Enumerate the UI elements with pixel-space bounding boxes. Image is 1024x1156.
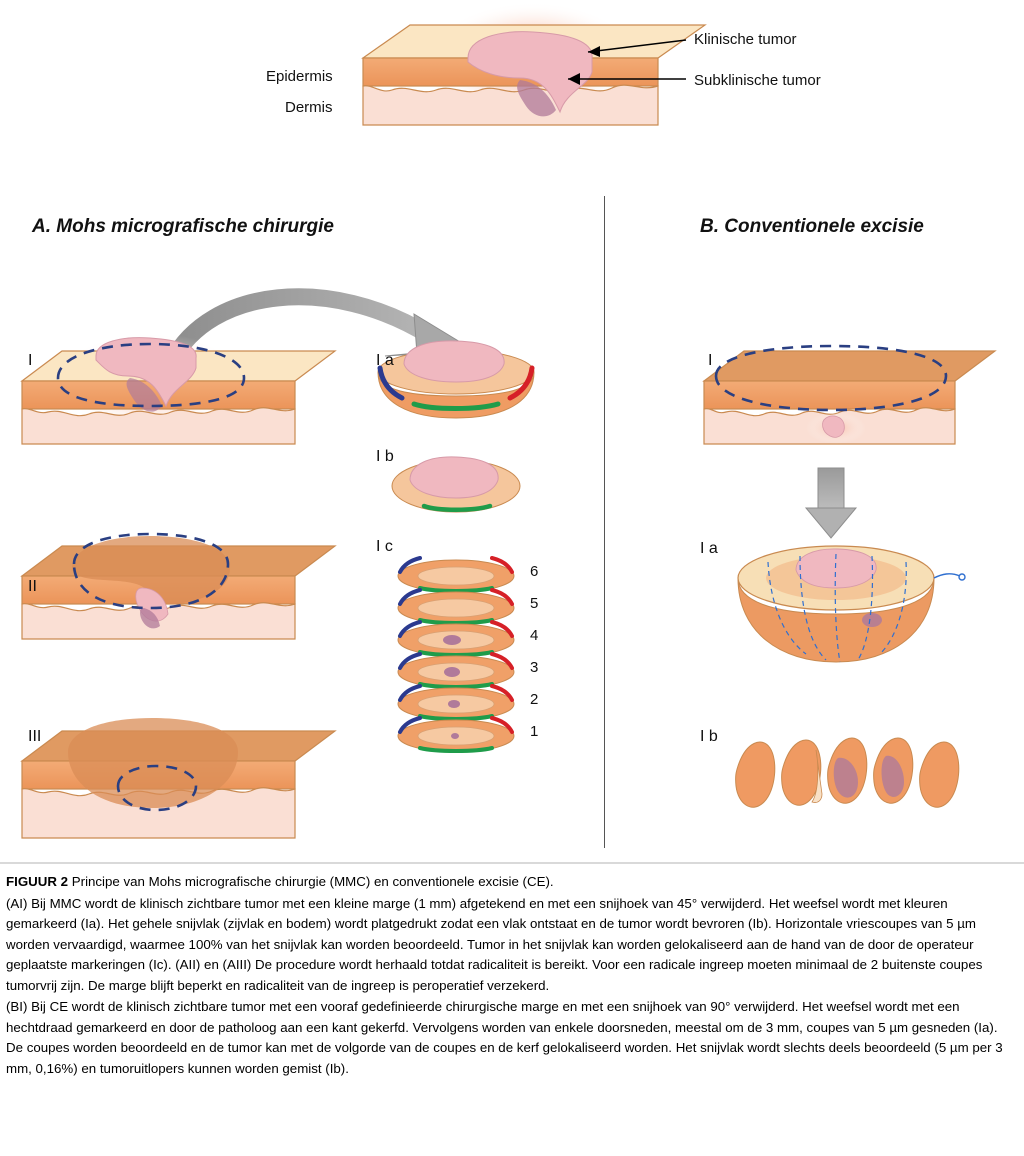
specimen-Ia-b (738, 546, 965, 662)
slice-label-Ib: I b (376, 448, 394, 465)
panel-b-title: B. Conventionele excisie (700, 216, 924, 237)
section-number-3: 3 (530, 659, 539, 676)
top-skin-block-diagram (0, 0, 1024, 180)
panel-a-title: A. Mohs micrografische chirurgie (32, 216, 334, 237)
caption-title-line (6, 872, 1018, 893)
block-step-I (22, 333, 335, 444)
section-number-5: 5 (530, 595, 539, 612)
slice-label-Ia: I a (376, 352, 394, 369)
section-number-6: 6 (530, 563, 539, 580)
panel-divider (604, 196, 605, 848)
slice-label-Ib-b: I b (700, 728, 718, 745)
figure-number: FIGUUR 2 (6, 874, 69, 889)
caption-paragraph-a: (AI) Bij MMC wordt de klinisch zichtbare tumor met een kleine marge (1 mm) afgetekend en met een snijhoek van 45° verwijderd. Het weefsel wordt met kleuren gemarkeerd (Ia). Het gehele snijvlak (zijvlak en bodem) wordt platgedrukt zodat een vlak ontstaat en de tumor wordt bevroren (Ib). Horizontale vriescoupes van 5 µm worden vervaardigd, waarmee 100% van het snijvlak kan worden beoordeeld. Tumor in het snijvlak kan worden gelokaliseerd aan de hand van de door de operateur geplaatste markeringen (Ic). (AII) en (AIII) De procedure wordt herhaald totdat radicaliteit is bereikt. Voor een radicale ingreep moeten minimaal de 2 buitenste coupes tumorvrij zijn. De marge blijft beperkt en radicaliteit van de ingreep is peroperatief verzekerd. (6, 895, 983, 993)
label-dermis: Dermis (285, 99, 333, 116)
section-5 (398, 590, 514, 624)
label-epidermis: Epidermis (266, 68, 333, 85)
panel-a-illustration (0, 196, 604, 856)
process-arrow-down (806, 468, 856, 538)
section-number-4: 4 (530, 627, 539, 644)
slice-label-Ia-b: I a (700, 540, 718, 557)
slice-label-Ic: I c (376, 538, 393, 555)
dermis-layer (363, 85, 658, 125)
step-label-I-b: I (708, 352, 713, 369)
block-step-I-b (704, 346, 995, 444)
specimen-Ic-stack (398, 558, 514, 752)
caption-divider (0, 862, 1024, 864)
section-number-1: 1 (530, 723, 539, 740)
specimen-Ia (378, 341, 534, 418)
panel-b-illustration (620, 196, 1024, 856)
section-3 (398, 654, 514, 688)
label-clinical-tumor: Klinische tumor (694, 31, 797, 48)
section-2 (398, 686, 514, 720)
section-6 (398, 558, 514, 592)
section-number-2: 2 (530, 691, 539, 708)
caption-paragraph-b: (BI) Bij CE wordt de klinisch zichtbare tumor met een vooraf gedefinieerde chirurgische marge en met een snijhoek van 90° verwijderd. Het weefsel wordt met een hechtdraad gemarkeerd en door de patholoog aan een kant gekerfd. Vervolgens worden van enkele doorsneden, meestal om de 3 mm, coupes van 5 µm gesneden (Ia). De coupes worden beoordeeld en de tumor kan met de volgorde van de coupes en de kerf gelokaliseerd worden. Het snijvlak wordt slechts deels beoordeeld (5 µm per 3 mm, 0,16%) en tumoruitlopers kunnen worden gemist (Ib). (6, 999, 1003, 1076)
block-step-III (22, 718, 335, 838)
section-4 (398, 622, 514, 656)
label-subclinical-tumor: Subklinische tumor (694, 72, 821, 89)
step-label-III-a: III (28, 728, 42, 745)
step-label-I-a: I (28, 352, 33, 369)
specimen-Ib-slices (736, 738, 959, 807)
specimen-Ib (392, 457, 520, 512)
block-step-II (22, 534, 335, 639)
step-label-II-a: II (28, 578, 37, 595)
figure-caption (0, 872, 1024, 1080)
figure-title: Principe van Mohs micrografische chirurgie (MMC) en conventionele excisie (CE). (71, 874, 554, 889)
section-1 (398, 718, 514, 752)
